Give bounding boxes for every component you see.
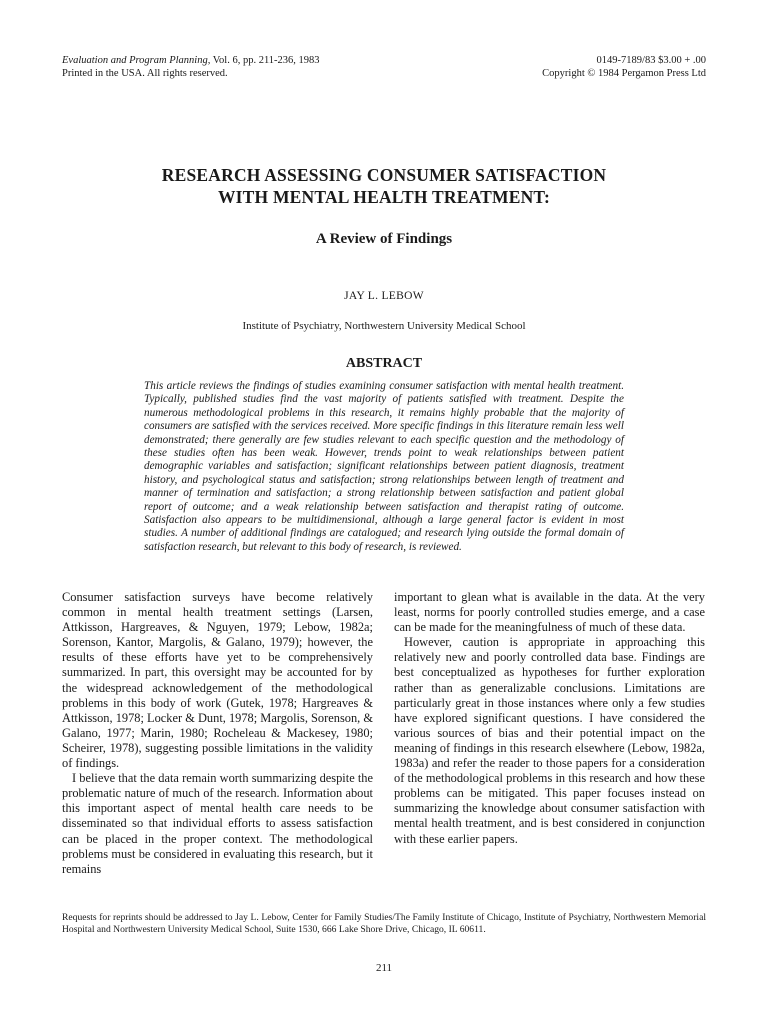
- paragraph: I believe that the data remain worth summarizing despite the problematic nature of much of the research. Information about this important aspect of mental health care needs to be disseminated so that individual efforts to assess satisfaction can be placed in the proper context. The methodological problems must be considered in evaluating this research, but it remains: [62, 771, 373, 876]
- header-left: [62, 55, 320, 80]
- title-line-2: WITH MENTAL HEALTH TREATMENT:: [217, 187, 551, 207]
- paragraph: Consumer satisfaction surveys have become relatively common in mental health treatment settings (Larsen, Attkisson, Hargreaves, & Nguyen, 1979; Lebow, 1982a; Sorenson, Kantor, Margolis, & Galano, 1979); however, the results of these efforts have yet to be comprehensively summarized. In part, this oversight may be accounted for by the widespread acknowledgement of the methodological problems in this body of work (Gutek, 1978; Hargreaves & Attkisson, 1978; Locker & Dunt, 1978; Margolis, Sorenson, & Galano, 1977; Marin, 1980; Rocheleau & Mackesey, 1980; Scheirer, 1978), suggesting possible limitations in the validity of findings.: [62, 590, 373, 771]
- article-title: [62, 164, 706, 208]
- body-column-right: [394, 590, 705, 847]
- volume-info: Vol. 6, pp. 211-236, 1983: [210, 55, 320, 66]
- issn: 0149-7189/83 $3.00 + .00: [596, 55, 706, 66]
- page-number: 211: [375, 962, 393, 974]
- paragraph: However, caution is appropriate in approaching this relatively new and poorly controlled data base. Findings are best conceptualized as hypotheses for further exploration rather than as generalizable conclusions. Limitations are particularly great in those instances where only a few studies have explored significant questions. I have considered the various sources of bias and their potential impact on the meaning of findings in this research elsewhere (Lebow, 1982a, 1983a) and refer the reader to those papers for a consideration of the methodological problems in this research and how these problems can be mitigated. This paper focuses instead on summarizing the knowledge about consumer satisfaction with mental health treatment, and is best considered in conjunction with these earlier papers.: [394, 635, 705, 846]
- journal-name: Evaluation and Program Planning,: [62, 55, 211, 66]
- author-name: JAY L. LEBOW: [344, 290, 424, 302]
- paragraph: important to glean what is available in the data. At the very least, norms for poorly controlled studies emerge, and a case can be made for the meaningfulness of much of these data.: [394, 590, 705, 635]
- abstract-text: This article reviews the findings of studies examining consumer satisfaction with mental health treatment. Typically, published studies find the vast majority of patients satisfied with treatment. Despite the numerous methodological problems in this research, it remains highly probable that the majority of consumers are satisfied with the services received. More specific findings in this literature remain less well demonstrated; there generally are few studies relevant to each specific question and the methodology of these studies often has been weak. However, trends point to weak relationships between patient demographic variables and satisfaction; significant relationships between patient diagnosis, treatment history, and psychological status and satisfaction; strong relationships between length of treatment and manner of termination and satisfaction; a strong relationship between satisfaction and patient global report of outcome; and a weak relationship between satisfaction and therapist rating of outcome. Satisfaction also appears to be multidimensional, although a large general factor is evident in most studies. A number of additional findings are catalogued; and research lying outside the formal domain of satisfaction research, but relevant to this body of research, is reviewed.: [144, 380, 624, 553]
- abstract-heading: ABSTRACT: [345, 356, 423, 371]
- header-right: [542, 55, 706, 80]
- body-column-left: [62, 590, 373, 877]
- copyright: Copyright © 1984 Pergamon Press Ltd: [542, 67, 706, 79]
- printed-notice: Printed in the USA. All rights reserved.: [62, 67, 228, 79]
- article-subtitle: A Review of Findings: [315, 231, 453, 247]
- author-affiliation: Institute of Psychiatry, Northwestern University Medical School: [242, 320, 526, 332]
- title-line-1: RESEARCH ASSESSING CONSUMER SATISFACTION: [161, 165, 607, 185]
- reprint-footnote: Requests for reprints should be addressed to Jay L. Lebow, Center for Family Studies/The Family Institute of Chicago, Institute of Psychiatry, Northwestern Memorial Hospital and Northwestern University Medical School, Suite 1530, 666 Lake Shore Drive, Chicago, IL 60611.: [62, 912, 706, 935]
